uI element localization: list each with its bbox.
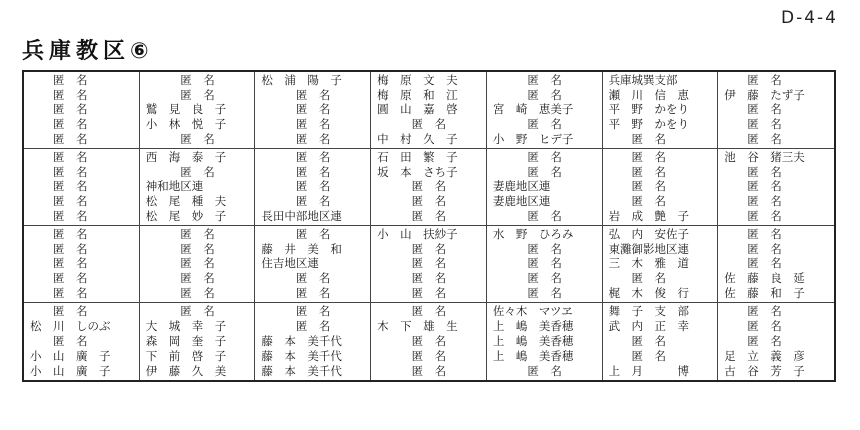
donor-name: 佐 藤 良 延	[724, 271, 805, 286]
donor-name: 下 前 啓 子	[145, 348, 227, 363]
name-block	[718, 303, 834, 380]
donor-name: 兵庫城巽支部	[608, 73, 678, 88]
donor-name: 匿 名	[492, 208, 562, 223]
page-title: 兵庫教区⑥	[22, 39, 154, 64]
donor-name: 匿 名	[145, 164, 215, 179]
donor-name: 匿 名	[492, 87, 562, 102]
name-block	[140, 303, 256, 380]
donor-name: 住吉地区連	[261, 256, 319, 271]
donor-name: 匿 名	[608, 271, 667, 286]
donor-name: 匿 名	[377, 348, 447, 363]
donor-name: 匿 名	[724, 319, 782, 334]
donor-name: 匿 名	[30, 208, 88, 223]
donor-name: 上 嶋 美香穂	[492, 319, 574, 334]
donor-name: 匿 名	[145, 271, 215, 286]
donor-name: 匿 名	[608, 131, 667, 146]
donor-name: 森 岡 奎 子	[145, 333, 227, 348]
donor-name: 匿 名	[261, 164, 331, 179]
donor-name: 鷲 見 良 子	[145, 102, 227, 117]
donor-name: 古 谷 芳 子	[724, 363, 805, 378]
donor-name: 匿 名	[30, 73, 88, 88]
donor-name: 匿 名	[608, 164, 667, 179]
donor-name: 匿 名	[145, 241, 215, 256]
donor-name: 匿 名	[724, 164, 782, 179]
donor-name: 匿 名	[377, 117, 447, 132]
donor-name: 藤 本 美千代	[261, 363, 342, 378]
donor-name: 匿 名	[145, 256, 215, 271]
name-block	[487, 303, 603, 380]
donor-name: 舞 子 支 部	[608, 304, 690, 319]
donor-name: 平 野 かをり	[608, 102, 690, 117]
name-block	[603, 72, 719, 149]
donor-name: 匿 名	[377, 241, 447, 256]
donor-name: 匿 名	[724, 179, 782, 194]
donor-name: 中 村 久 子	[377, 131, 458, 146]
donor-name: 梶 木 俊 行	[608, 285, 690, 300]
donor-name: 匿 名	[145, 227, 215, 242]
donor-name: 匿 名	[724, 73, 782, 88]
donor-name: 小 山 廣 子	[30, 363, 111, 378]
donor-name: 匿 名	[261, 102, 331, 117]
donor-name: 匿 名	[30, 150, 88, 165]
donor-name: 匿 名	[724, 256, 782, 271]
name-block	[603, 226, 719, 303]
donor-name: 匿 名	[261, 179, 331, 194]
name-block	[140, 149, 256, 226]
donor-name: 匿 名	[492, 117, 562, 132]
donor-name: 匿 名	[377, 333, 447, 348]
donor-name: 石 田 繁 子	[377, 150, 458, 165]
name-block	[255, 303, 371, 380]
donor-name: 匿 名	[261, 194, 331, 209]
donor-name: 匿 名	[261, 227, 331, 242]
donor-name: 宮 崎 恵美子	[492, 102, 574, 117]
donor-name: 匿 名	[30, 227, 88, 242]
donor-name: 匿 名	[30, 179, 88, 194]
donor-name: 松 尾 妙 子	[145, 208, 227, 223]
page-code: D-4-4	[781, 8, 838, 28]
donor-name: 匿 名	[377, 271, 447, 286]
donor-name: 匿 名	[724, 131, 782, 146]
donor-name: 上 嶋 美香穂	[492, 333, 574, 348]
donor-name: 藤 本 美千代	[261, 348, 342, 363]
donor-name: 匿 名	[608, 179, 667, 194]
donor-name: 匿 名	[492, 285, 562, 300]
donor-name: 木 下 雄 生	[377, 319, 458, 334]
donor-name: 武 内 正 幸	[608, 319, 690, 334]
donor-name: 匿 名	[492, 363, 562, 378]
donor-name: 佐 藤 和 子	[724, 285, 805, 300]
donor-name: 小 山 扶紗子	[377, 227, 458, 242]
donor-name: 匿 名	[145, 131, 215, 146]
name-block	[603, 149, 719, 226]
donor-name: 匿 名	[377, 304, 447, 319]
donor-name: 匿 名	[377, 194, 447, 209]
name-block	[255, 149, 371, 226]
donor-name: 藤 本 美千代	[261, 333, 342, 348]
donor-name: 匿 名	[30, 102, 88, 117]
donor-name: 坂 本 さち子	[377, 164, 458, 179]
name-block	[140, 72, 256, 149]
donor-name: 圓 山 嘉 啓	[377, 102, 458, 117]
donor-name: 匿 名	[30, 164, 88, 179]
donor-name: 匿 名	[30, 241, 88, 256]
name-block	[371, 303, 487, 380]
donor-name: 匿 名	[30, 256, 88, 271]
donor-name: 匿 名	[724, 194, 782, 209]
donor-name: 妻鹿地区連	[492, 179, 551, 194]
donor-name: 足 立 義 彦	[724, 348, 805, 363]
donor-name: 匿 名	[492, 164, 562, 179]
donor-name: 匿 名	[724, 102, 782, 117]
donor-name: 匿 名	[724, 117, 782, 132]
donor-name: 伊 藤 久 美	[145, 363, 227, 378]
donor-name: 匿 名	[377, 208, 447, 223]
donor-name: 匿 名	[724, 227, 782, 242]
donor-name: 小 山 廣 子	[30, 348, 111, 363]
donor-name: 妻鹿地区連	[492, 194, 551, 209]
name-block	[487, 149, 603, 226]
donor-name: 小 野 ヒデ子	[492, 131, 574, 146]
donor-name: 匿 名	[492, 256, 562, 271]
donor-name: 神和地区連	[145, 179, 204, 194]
donor-name: 西 海 泰 子	[145, 150, 227, 165]
donor-name: 匿 名	[261, 87, 331, 102]
name-block	[24, 149, 140, 226]
name-block	[718, 226, 834, 303]
donor-name: 匿 名	[261, 150, 331, 165]
donor-name: 匿 名	[377, 179, 447, 194]
donor-name: 匿 名	[145, 87, 215, 102]
donor-name: 匿 名	[30, 117, 88, 132]
donor-name: 匿 名	[608, 333, 667, 348]
donor-name: 匿 名	[261, 285, 331, 300]
donor-name: 匿 名	[30, 131, 88, 146]
donor-name: 匿 名	[30, 304, 88, 319]
donor-name: 匿 名	[492, 241, 562, 256]
donor-name: 匿 名	[492, 150, 562, 165]
donor-name: 匿 名	[724, 333, 782, 348]
donor-name: 匿 名	[492, 73, 562, 88]
name-block	[718, 149, 834, 226]
donor-name: 匿 名	[724, 241, 782, 256]
donor-name: 大 城 幸 子	[145, 319, 227, 334]
donor-name: 匿 名	[261, 319, 331, 334]
donor-name: 弘 内 安佐子	[608, 227, 690, 242]
donor-name: 上 嶋 美香穂	[492, 348, 574, 363]
donor-name: 梅 原 文 夫	[377, 73, 458, 88]
donor-name: 匿 名	[30, 87, 88, 102]
donor-name: 伊 藤 たず子	[724, 87, 805, 102]
name-block	[24, 303, 140, 380]
name-block	[371, 72, 487, 149]
name-block	[24, 72, 140, 149]
donor-name: 三 木 雅 道	[608, 256, 690, 271]
donor-name: 匿 名	[145, 73, 215, 88]
donor-name: 松 浦 陽 子	[261, 73, 342, 88]
donor-name: 匿 名	[724, 208, 782, 223]
name-block	[603, 303, 719, 380]
donor-name: 岩 成 艶 子	[608, 208, 690, 223]
donor-name: 小 林 悦 子	[145, 117, 227, 132]
donor-name: 松 尾 種 夫	[145, 194, 227, 209]
donor-name: 瀬 川 信 恵	[608, 87, 690, 102]
donor-name: 匿 名	[261, 117, 331, 132]
name-block	[487, 226, 603, 303]
donor-name: 佐々木 マツヱ	[492, 304, 573, 319]
name-block	[718, 72, 834, 149]
name-block	[140, 226, 256, 303]
donor-name: 藤 井 美 和	[261, 241, 342, 256]
donor-name: 水 野 ひろみ	[492, 227, 574, 242]
donor-name: 梅 原 和 江	[377, 87, 458, 102]
name-block	[371, 226, 487, 303]
donor-name: 匿 名	[261, 131, 331, 146]
donor-name: 匿 名	[145, 304, 215, 319]
donor-name: 匿 名	[145, 285, 215, 300]
name-block	[255, 72, 371, 149]
donor-name: 東灘御影地区連	[608, 241, 690, 256]
donor-name: 匿 名	[261, 304, 331, 319]
donor-name: 匿 名	[608, 150, 667, 165]
donor-name: 匿 名	[724, 304, 782, 319]
donor-name: 匿 名	[30, 194, 88, 209]
donor-name: 匿 名	[608, 348, 667, 363]
donor-name: 匿 名	[492, 271, 562, 286]
name-block	[371, 149, 487, 226]
donor-name-grid	[22, 70, 836, 382]
donor-name: 匿 名	[261, 271, 331, 286]
donor-name: 匿 名	[377, 363, 447, 378]
name-block	[487, 72, 603, 149]
donor-name: 長田中部地区連	[261, 208, 342, 223]
donor-name: 匿 名	[30, 285, 88, 300]
donor-name: 匿 名	[377, 256, 447, 271]
donor-name: 匿 名	[608, 194, 667, 209]
donor-name: 上 月 博	[608, 363, 690, 378]
name-block	[255, 226, 371, 303]
donor-name: 匿 名	[30, 333, 88, 348]
donor-name: 池 谷 猪三夫	[724, 150, 805, 165]
donor-name: 匿 名	[377, 285, 447, 300]
donor-name: 匿 名	[30, 271, 88, 286]
name-block	[24, 226, 140, 303]
donor-name: 平 野 かをり	[608, 117, 690, 132]
donor-name: 松 川 しのぶ	[30, 319, 111, 334]
